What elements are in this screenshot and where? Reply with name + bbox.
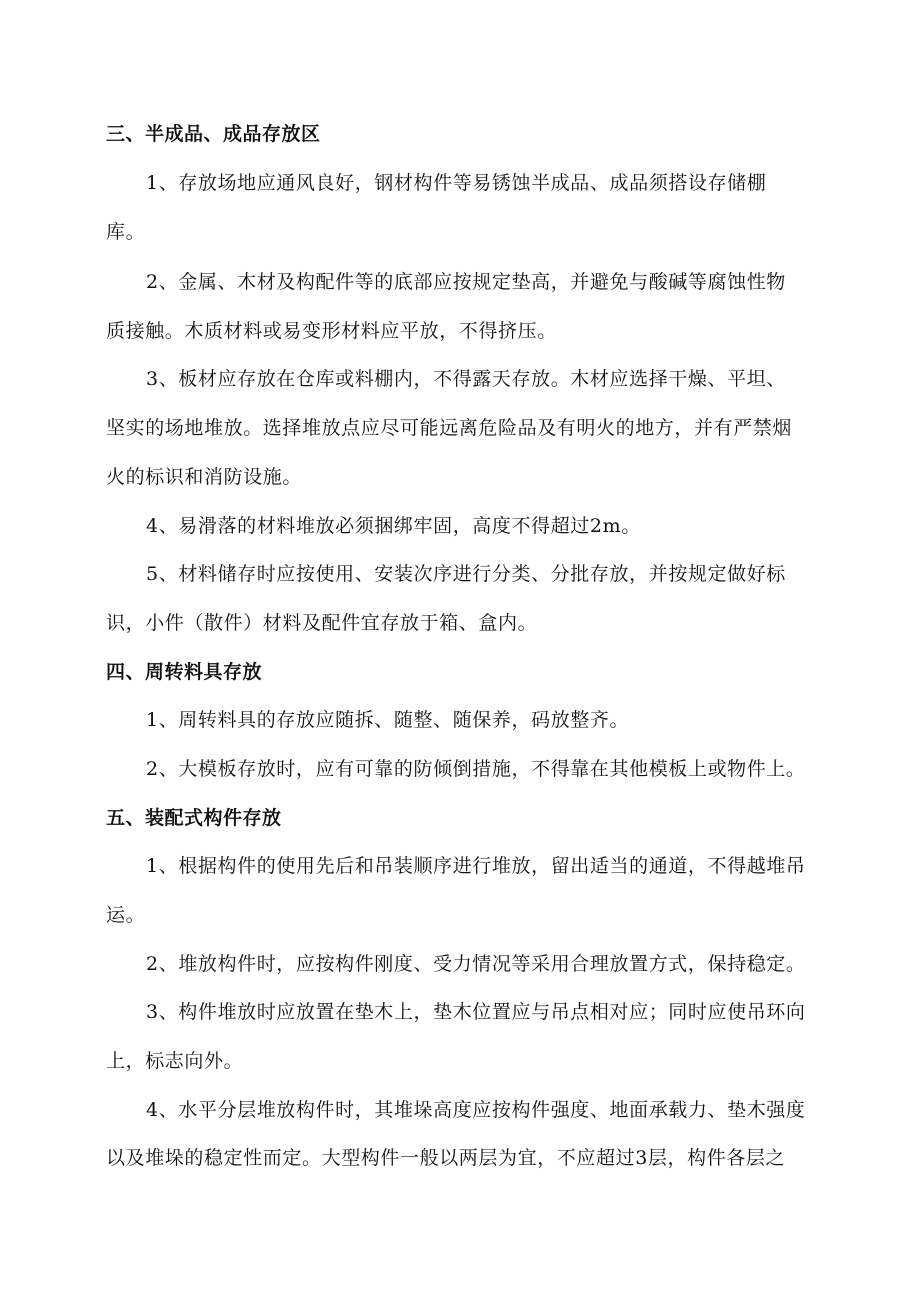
section-4-item-1-line-1: 1、周转料具的存放应随拆、随整、随保养，码放整齐。	[146, 709, 630, 731]
section-3-item-3-line-3: 火的标识和消防设施。	[106, 466, 303, 488]
section-5-item-1-line-1: 1、根据构件的使用先后和吊装顺序进行堆放，留出适当的通道，不得越堆吊	[146, 855, 806, 877]
section-5-item-1-line-2: 运。	[106, 904, 146, 926]
section-3-heading: 三、半成品、成品存放区	[106, 123, 321, 145]
section-3-item-1-line-1: 1、存放场地应通风良好，钢材构件等易锈蚀半成品、成品须搭设存储棚	[146, 172, 767, 194]
section-5-heading: 五、装配式构件存放	[106, 807, 282, 829]
section-3-item-5-line-1: 5、材料储存时应按使用、安装次序进行分类、分批存放，并按规定做好标	[146, 563, 786, 585]
section-3-item-3-line-1: 3、板材应存放在仓库或料棚内，不得露天存放。木材应选择干燥、平坦、	[146, 368, 786, 390]
section-4-item-2-line-1: 2、大模板存放时，应有可靠的防倾倒措施，不得靠在其他模板上或物件上。	[146, 758, 806, 780]
section-3-item-1-line-2: 库。	[106, 221, 146, 243]
section-5-item-4-line-2: 以及堆垛的稳定性而定。大型构件一般以两层为宜，不应超过3层，构件各层之	[106, 1147, 786, 1169]
section-5-item-3-line-1: 3、构件堆放时应放置在垫木上，垫木位置应与吊点相对应；同时应使吊环向	[146, 1001, 806, 1023]
section-3-item-5-line-2: 识，小件（散件）材料及配件宜存放于箱、盒内。	[106, 612, 538, 634]
section-4-heading: 四、周转料具存放	[106, 661, 263, 683]
section-5-item-4-line-1: 4、水平分层堆放构件时，其堆垛高度应按构件强度、地面承载力、垫木强度	[146, 1099, 806, 1121]
section-3-item-4-line-1: 4、易滑落的材料堆放必须捆绑牢固，高度不得超过2m。	[146, 515, 641, 537]
section-3-item-2-line-1: 2、金属、木材及构配件等的底部应按规定垫高，并避免与酸碱等腐蚀性物	[146, 271, 786, 293]
section-3-item-3-line-2: 坚实的场地堆放。选择堆放点应尽可能远离危险品及有明火的地方，并有严禁烟	[106, 417, 793, 439]
section-5-item-3-line-2: 上，标志向外。	[106, 1050, 244, 1072]
section-5-item-2-line-1: 2、堆放构件时，应按构件刚度、受力情况等采用合理放置方式，保持稳定。	[146, 953, 806, 975]
section-3-item-2-line-2: 质接触。木质材料或易变形材料应平放，不得挤压。	[106, 320, 557, 342]
